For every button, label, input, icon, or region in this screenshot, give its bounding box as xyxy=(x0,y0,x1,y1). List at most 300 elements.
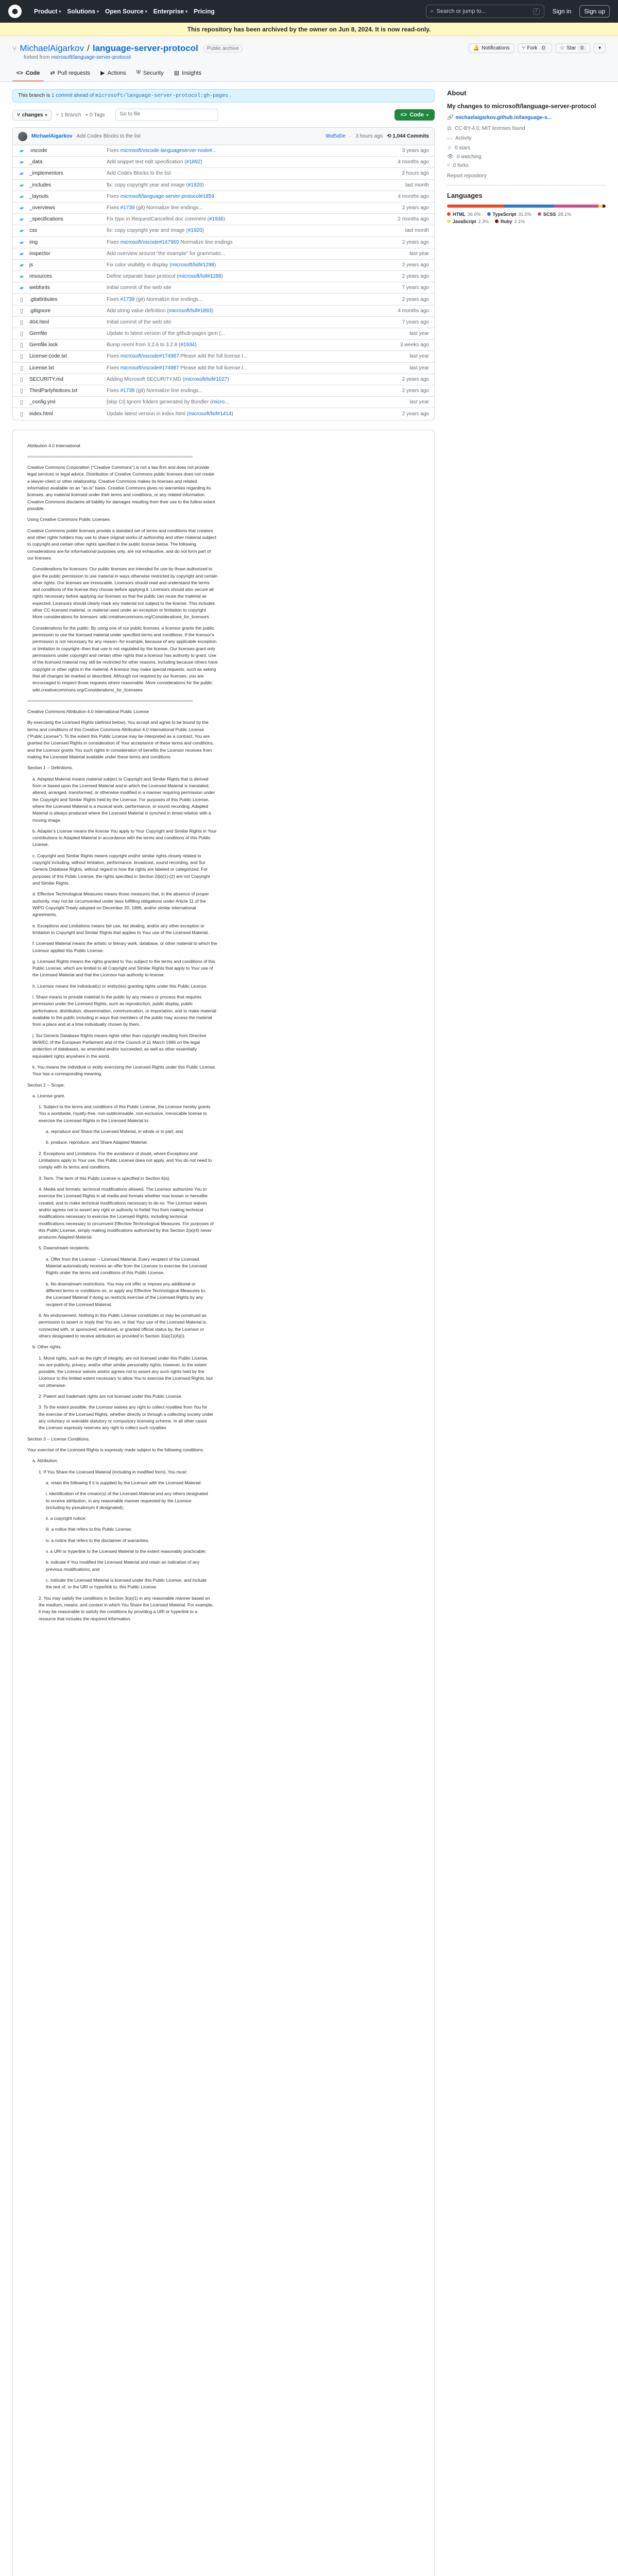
file-commit-message-text: Update to latest version of the github-pages gem (... xyxy=(107,331,226,337)
file-commit-message xyxy=(107,251,383,257)
file-commit-reference-link[interactable]: microsoft/language-server-protocol#1859 xyxy=(120,193,214,199)
forked-from xyxy=(24,55,606,60)
file-row[interactable] xyxy=(13,397,434,408)
chevron-down-icon: ▾ xyxy=(185,9,188,14)
chevron-down-icon: ▾ xyxy=(97,9,99,14)
search-icon: ⌕ xyxy=(430,8,434,14)
file-row[interactable] xyxy=(13,191,434,202)
star-icon: ☆ xyxy=(560,45,565,51)
tab-pull-requests[interactable] xyxy=(46,66,94,81)
file-commit-message-text: Fixes xyxy=(107,388,121,394)
folder-icon: ▰ xyxy=(19,205,24,212)
file-row[interactable] xyxy=(13,180,434,191)
file-commit-time: 7 years ago xyxy=(402,319,429,325)
readme-paragraph: ======================================================================= xyxy=(27,453,193,459)
file-row[interactable] xyxy=(13,374,434,385)
file-commit-reference-link[interactable]: microsoft/vscode#147960 xyxy=(120,239,179,245)
file-commit-message-text: Fixes xyxy=(107,239,121,245)
readme-paragraph: k. You means the individual or entity exercising the Licensed Rights under this Public License. Your has a corresponding meaning. xyxy=(32,1064,216,1077)
scale-icon: ⚖ xyxy=(447,125,452,131)
file-commit-reference-link[interactable]: #1920 xyxy=(187,228,202,234)
readme-paragraph: ======================================================================= xyxy=(27,698,193,703)
chevron-down-icon: ▾ xyxy=(145,9,147,14)
file-name-link[interactable]: _data xyxy=(29,159,43,165)
file-name-link[interactable]: index.html xyxy=(29,411,53,417)
file-commit-message-tail: ) xyxy=(214,262,216,268)
file-commit-message-text: Initial commit of the web site xyxy=(107,285,171,291)
chevron-down-icon: ▾ xyxy=(598,45,601,51)
file-commit-message-text: Fixes xyxy=(107,296,121,302)
file-row[interactable] xyxy=(13,214,434,225)
readme-paragraph: 1. Subject to the terms and conditions of this Public License, the Licensor hereby grants You a worldwide, royalty-free, non-sublicensable, non-exclusive, irrevocable license to exercise the Licensed Rights in the Licensed Material to: xyxy=(39,1104,211,1123)
about-item-label: 0 watching xyxy=(456,154,482,160)
readme-paragraph: 2. Exceptions and Limitations. For the avoidance of doubt, where Exceptions and Limitations apply to Your use, this Public License does not apply, and You do not need to comply with its terms and conditions. xyxy=(39,1150,212,1170)
file-name-link[interactable]: _specifications xyxy=(29,216,63,223)
branches-link[interactable]: ⑂ 1 Branch xyxy=(56,112,81,118)
readme-paragraph: c. Copyright and Similar Rights means copyright and/or similar rights closely related to copyright including, without limitation, performance, broadcast, sound recording, and Sui Generis Database Rights, without regard to how the rights are labeled or categorized. For purposes of this Public License, the rights specified in Section 2(b)(1)-(2) are not Copyright and Similar Rights. xyxy=(32,853,210,886)
language-bar-segment xyxy=(603,205,606,208)
file-commit-reference-link[interactable]: microsoft/vscode#174987 xyxy=(120,353,179,360)
file-commit-reference-link[interactable]: #1920 xyxy=(187,182,202,188)
search-shortcut-key: / xyxy=(533,8,540,15)
readme-paragraph: By exercising the Licensed Rights (defined below), You accept and agree to be bound by the terms and conditions of this Creative Commons Attribution 4.0 International Public License ("Public License"). To the extent this Public License may be interpreted as a contract, You are granted the Licensed Rights in consideration of Your acceptance of these terms and conditions, and the Licensor grants You such rights in consideration of benefits the Licensor receives from making the Licensed Material available under these terms and conditions. xyxy=(27,720,214,759)
language-name: TypeScript xyxy=(492,211,517,217)
readme-paragraph: iv. a notice that refers to the disclaimer of warranties; xyxy=(46,1537,149,1543)
file-name-link[interactable]: License-code.txt xyxy=(29,353,67,360)
file-commit-time: 7 years ago xyxy=(402,285,429,291)
avatar[interactable] xyxy=(18,132,27,141)
sign-in-link[interactable]: Sign in xyxy=(552,8,572,15)
file-name-link[interactable]: webfonts xyxy=(29,285,50,291)
tab-label: Actions xyxy=(107,70,126,76)
readme-paragraph: g. Licensed Rights means the rights granted to You subject to the terms and conditions of this Public License, which are limited to all Copyright and Similar Rights that apply to Your use of the Licensed Material and that the Licensor has authority to license. xyxy=(32,958,215,978)
repo-actions xyxy=(469,43,606,53)
branch-select-button[interactable]: ⑂ changes ▾ xyxy=(12,110,52,121)
about-item-0-forks[interactable] xyxy=(447,163,606,168)
readme-paragraph: 4. Media and formats; technical modifications allowed. The Licensor authorizes You to exercise the Licensed Rights in all media and formats whether now known or hereafter created, and to make technical modifications necessary to do so. The Licensor waives and/or agrees not to assert any right or authority to forbid You from making technical modifications necessary to exercise the Licensed Rights, including technical modifications necessary to circumvent Effective Technological Measures. For purposes of this Public License, simply making modifications authorized by this Section 2(a)(4) never produces Adapted Material. xyxy=(39,1186,214,1240)
file-row[interactable] xyxy=(13,306,434,317)
file-name-link[interactable]: _includes xyxy=(29,182,52,188)
readme-paragraph: Section 1 -- Definitions. xyxy=(27,765,73,771)
file-commit-message-text: Update latest version in index.html ( xyxy=(107,411,188,417)
chevron-down-icon: ▾ xyxy=(59,9,61,14)
file-icon: ▯ xyxy=(20,411,24,417)
tab-actions[interactable] xyxy=(96,66,130,81)
readme-paragraph: a. reproduce and Share the Licensed Material, in whole or in part; and xyxy=(46,1129,183,1134)
file-name-link[interactable]: css xyxy=(29,228,37,234)
sign-up-button[interactable]: Sign up xyxy=(579,5,610,18)
latest-commit-bar xyxy=(13,128,434,145)
language-color-dot xyxy=(447,219,451,223)
file-commit-message xyxy=(107,319,383,325)
readme-paragraph: ii. a copyright notice; xyxy=(46,1516,87,1521)
file-commit-message xyxy=(107,308,383,314)
commit-message-link[interactable]: Add Codex Blocks to the list xyxy=(76,133,141,139)
language-percent: 2.1% xyxy=(514,218,525,224)
file-commit-reference-link[interactable]: microsoft/vscode#174987 xyxy=(120,365,179,371)
about-item-label: 0 stars xyxy=(454,145,470,151)
file-commit-message-text: fix: copy copyright year and image ( xyxy=(107,228,188,234)
file-icon: ▯ xyxy=(20,399,24,406)
tab-code[interactable] xyxy=(12,66,44,81)
file-row[interactable] xyxy=(13,248,434,260)
file-commit-message xyxy=(107,365,383,371)
file-commit-message-tail: ) xyxy=(202,182,204,188)
file-commit-message xyxy=(107,216,383,222)
file-commit-reference-link[interactable]: #1936 xyxy=(209,216,224,223)
readme-paragraph: 2. Patent and trademark rights are not licensed under this Public License. xyxy=(39,1394,182,1399)
file-name-link[interactable]: .gitattributes xyxy=(29,296,58,302)
fork-button[interactable]: ⑂ Fork 0 xyxy=(518,43,553,53)
chevron-down-icon: ▾ xyxy=(426,112,428,117)
file-commit-message-text: Define separate base protocol ( xyxy=(107,274,179,280)
folder-icon: ▰ xyxy=(19,182,24,189)
file-commit-reference-link[interactable]: microsoft/lsif#1893 xyxy=(168,308,212,314)
file-icon: ▯ xyxy=(20,342,24,349)
file-icon: ▯ xyxy=(20,388,24,395)
language-item-javascript[interactable] xyxy=(447,219,489,224)
file-commit-time: 2 months ago xyxy=(398,216,429,223)
file-commit-message xyxy=(107,353,383,359)
file-commit-reference-link[interactable]: micro... xyxy=(212,399,229,405)
language-color-dot xyxy=(495,219,499,223)
language-bar-segment xyxy=(554,205,599,208)
file-name-link[interactable]: _config.yml xyxy=(29,399,56,405)
readme-paragraph: Considerations for the public: By using one of our public licenses, a licensor grants the public permission to use the licensed material under specified terms and conditions. If the licensor's permission is not necessary for any reason--for example, because of any applicable exception or limitation to copyright--then that use is not regulated by the license. Our licenses grant only permissions under copyright and certain other rights that a licensor has authority to grant. Use of the licensed material may still be restricted for other reasons, including because others have copyright or other rights in the material. A licensor may make special requests, such as asking that all changes be marked or described. Although not required by our licenses, you are encouraged to respect those requests where reasonable. More considerations for the public: wiki.creativecommons.org/Considerations_for_licensees xyxy=(32,625,218,692)
file-list xyxy=(13,145,434,420)
folder-icon: ▰ xyxy=(19,274,24,280)
github-logo-icon[interactable]: ● xyxy=(8,5,22,18)
file-row[interactable] xyxy=(13,408,434,419)
file-row[interactable] xyxy=(13,145,434,157)
language-color-dot xyxy=(447,212,451,216)
readme-paragraph: b. Other rights. xyxy=(32,1344,62,1350)
file-name-link[interactable]: _overviews xyxy=(29,205,56,211)
file-commit-message xyxy=(107,148,383,154)
file-row[interactable] xyxy=(13,157,434,168)
nav-item-label: Open Source xyxy=(105,8,144,15)
file-commit-time: last year xyxy=(409,399,429,405)
file-commit-reference-link[interactable]: #1892 xyxy=(186,159,201,165)
file-commit-time: 2 years ago xyxy=(402,274,429,280)
code-button[interactable]: <> Code ▾ xyxy=(394,109,435,121)
about-item-label: Activity xyxy=(455,135,472,141)
readme-paragraph: Creative Commons Attribution 4.0 International Public License xyxy=(27,709,149,715)
about-item-activity[interactable] xyxy=(447,134,606,142)
fork-icon: ⑂ xyxy=(447,162,450,168)
file-commit-message-tail: ) xyxy=(227,376,229,382)
file-commit-reference-link[interactable]: microsoft/lsif#1027 xyxy=(184,376,228,382)
readme-paragraph: 1. If You Share the Licensed Material (including in modified form), You must: xyxy=(39,1469,187,1475)
file-icon: ▯ xyxy=(20,353,24,360)
repo-name-link[interactable]: language-server-protocol xyxy=(92,43,198,53)
branch-icon: ⑂ xyxy=(17,112,20,118)
report-repository-link[interactable]: Report repository xyxy=(447,173,487,179)
file-commit-time: 4 months ago xyxy=(398,308,429,314)
file-commit-message xyxy=(107,399,383,405)
file-commit-reference-link[interactable]: #1739 xyxy=(120,296,135,302)
readme-paragraph: d. Effective Technological Measures means those measures that, in the absence of proper authority, may not be circumvented under laws fulfilling obligations under Article 11 of the WIPO Copyright Treaty adopted on December 20, 1996, and/or similar international agreements. xyxy=(32,891,209,918)
file-commit-time: 2 years ago xyxy=(402,239,429,245)
file-commit-message-text: Fix typo in RequestCancelled doc comment ( xyxy=(107,216,209,223)
code-icon: <> xyxy=(400,112,407,118)
file-commit-message-tail: ) xyxy=(221,274,224,280)
file-commit-reference-link[interactable]: microsoft/vscode-languageserver-node#... xyxy=(120,148,217,154)
file-name-link[interactable]: _layouts xyxy=(29,193,49,199)
readme-paragraph: i. identification of the creator(s) of the Licensed Material and any others designated to receive attribution, in any reasonable manner requested by the Licensor (including by pseudonym if designated); xyxy=(46,1491,208,1510)
folder-icon: ▰ xyxy=(19,239,24,246)
language-item-ruby[interactable] xyxy=(495,219,525,224)
file-name-link[interactable]: SECURITY.md xyxy=(29,376,63,382)
readme-paragraph: j. Sui Generis Database Rights means rights other than copyright resulting from Directive 96/9/EC of the European Parliament and of the Council of 11 March 1996 on the legal protection of databases, as amended and/or succeeded, as well as other essentially equivalent rights anywhere in the world. xyxy=(32,1032,207,1059)
tags-link[interactable]: ⌖ 0 Tags xyxy=(85,112,105,118)
file-commit-message-tail: Please add the full license t... xyxy=(179,353,248,360)
file-row[interactable] xyxy=(13,260,434,271)
file-commit-reference-link[interactable]: #1739 xyxy=(120,205,135,211)
nav-item-label: Pricing xyxy=(194,8,215,15)
file-commit-message-text: Fixes xyxy=(107,205,121,211)
file-name-link[interactable]: js xyxy=(29,262,33,268)
nav-item-product[interactable] xyxy=(31,8,64,15)
commit-hash-link[interactable]: 9bd5d0e xyxy=(325,133,346,139)
readme-paragraph: a. Adapted Material means material subject to Copyright and Similar Rights that is derived from or based upon the Licensed Material and in which the Licensed Material is translated, altered, arranged, transformed, or otherwise modified in a manner requiring permission under the Copyright and Similar Rights held by the Licensor. For purposes of this Public License, where the Licensed Material is a musical work, performance, or sound recording, Adapted Material is always produced where the Licensed Material is synched in timed relation with a moving image. xyxy=(32,776,215,823)
language-bar-segment xyxy=(447,205,504,208)
about-item-cc-by-4-0-mit-licenses-found[interactable] xyxy=(447,126,606,131)
file-name-link[interactable]: Gemfile.lock xyxy=(29,342,58,348)
star-dropdown-button[interactable] xyxy=(594,43,606,53)
file-name-link[interactable]: License.txt xyxy=(29,365,54,371)
chevron-down-icon: ▾ xyxy=(45,112,47,117)
star-count: 0 xyxy=(578,45,586,51)
file-icon: ▯ xyxy=(20,319,24,326)
readme-paragraph: Considerations for licensors: Our public licenses are intended for use by those authorized to give the public permission to use material in ways otherwise restricted by copyright and certain other rights. Our licenses are irrevocable. Licensors should read and understand the terms and conditions of the license they choose before applying it. Licensors should also secure all rights necessary before applying our licenses so that the public can reuse the material as expected. Licensors should clearly mark any material not subject to the license. This includes other CC-licensed material, or material used under an exception or limitation to copyright. More considerations for licensors: wiki.creativecommons.org/Considerations_for_licensors xyxy=(32,566,218,620)
file-commit-time: 2 years ago xyxy=(402,262,429,268)
folder-icon: ▰ xyxy=(19,171,24,177)
tag-icon: ⌖ xyxy=(85,112,89,118)
notifications-button[interactable]: 🔔 Notifications xyxy=(469,43,514,53)
file-row[interactable] xyxy=(13,202,434,214)
nav-item-solutions[interactable] xyxy=(64,8,102,15)
language-percent: 28.1% xyxy=(558,211,571,217)
file-row[interactable] xyxy=(13,168,434,179)
website-link[interactable]: 🔗 michaelaigarkov.github.io/language-s... xyxy=(447,114,552,121)
file-commit-message-tail: ) xyxy=(202,228,204,234)
readme-paragraph: 3. To the extent possible, the Licensor waives any right to collect royalties from You for the exercise of the Licensed Rights, whether directly or through a collecting society under any voluntary or waivable statutory or compulsory licensing scheme. In all other cases the Licensor expressly reserves any right to collect such royalties. xyxy=(39,1404,214,1431)
file-name-link[interactable]: ThirdPartyNotices.txt xyxy=(29,388,77,394)
file-commit-message xyxy=(107,342,383,348)
file-commit-time: 2 years ago xyxy=(402,296,429,302)
global-nav xyxy=(31,8,218,15)
star-icon: ☆ xyxy=(447,145,452,151)
branch-status-banner: This branch is 1 commit ahead of microsoft/language-server-protocol:gh-pages . xyxy=(12,89,435,103)
file-commit-time: last month xyxy=(405,182,429,188)
file-name-link[interactable]: inspector xyxy=(29,250,50,257)
forked-from-link[interactable]: microsoft/language-server-protocol xyxy=(51,55,131,60)
file-row[interactable] xyxy=(13,237,434,248)
file-icon: ▯ xyxy=(20,331,24,337)
file-row[interactable] xyxy=(13,282,434,294)
file-commit-time: 2 years ago xyxy=(402,205,429,211)
file-row[interactable] xyxy=(13,294,434,305)
nav-item-pricing[interactable] xyxy=(191,8,218,15)
branch-icon: ⑂ xyxy=(56,112,59,118)
file-commit-message-tail: (git) Normalize line endings... xyxy=(134,296,203,302)
file-name-link[interactable]: Gemfile xyxy=(29,331,47,337)
readme-paragraph: 6. No endorsement. Nothing in this Public License constitutes or may be construed as permission to assert or imply that You are, or that Your use of the Licensed Material is, connected with, or sponsored, endorsed, or granted official status by, the Licensor or others designated to receive attribution as provided in Section 3(a)(1)(A)(i). xyxy=(39,1312,208,1338)
file-commit-time: 3 weeks ago xyxy=(400,342,429,348)
file-row[interactable] xyxy=(13,385,434,397)
file-commit-message-tail: (git) Normalize line endings... xyxy=(134,388,203,394)
file-commit-message xyxy=(107,228,383,233)
language-percent: 2.3% xyxy=(478,218,489,224)
file-commit-reference-link[interactable]: #1934 xyxy=(180,342,195,348)
file-row[interactable] xyxy=(13,328,434,340)
repo-tabs xyxy=(12,66,606,81)
folder-icon: ▰ xyxy=(19,228,24,234)
nav-item-open-source[interactable] xyxy=(102,8,150,15)
nav-item-enterprise[interactable] xyxy=(150,8,191,15)
languages-section xyxy=(447,192,606,224)
language-color-dot xyxy=(487,212,491,216)
go-to-file-input[interactable]: Go to file xyxy=(115,109,218,121)
readme-paragraph: Creative Commons Corporation ("Creative Commons") is not a law firm and does not provide legal services or legal advice. Distribution of Creative Commons public licenses does not create a lawyer-client or other relationship. Creative Commons makes its licenses and related information available on an "as-is" basis. Creative Commons gives no warranties regarding its licenses, any material licensed under their terms and conditions, or any related information. Creative Commons disclaims all liability for damages resulting from their use to the fullest extent possible. xyxy=(27,465,215,511)
shield-icon: ⛨ xyxy=(136,70,141,76)
file-commit-message xyxy=(107,205,383,211)
folder-icon: ▰ xyxy=(19,216,24,223)
languages-heading: Languages xyxy=(447,191,483,199)
file-commit-message-text: Fixes xyxy=(107,365,121,371)
file-name-link[interactable]: _implementors xyxy=(29,171,63,177)
about-item-0-watching[interactable] xyxy=(447,154,606,160)
file-commit-message xyxy=(107,297,383,302)
readme-paragraph: Creative Commons public licenses provide a standard set of terms and conditions that creators and other rights holders may use to share original works of authorship and other material subject to copyright and certain other rights specified in the public license below. The following considerations are for informational purposes only, are not exhaustive, and do not form part of our licenses. xyxy=(27,528,216,561)
file-row[interactable] xyxy=(13,340,434,351)
readme-paragraph: Your exercise of the Licensed Rights is expressly made subject to the following conditions. xyxy=(27,1447,204,1452)
repo-owner-link[interactable]: MichaelAigarkov xyxy=(20,43,84,53)
nav-item-label: Solutions xyxy=(67,8,96,15)
tab-security[interactable] xyxy=(132,66,168,81)
tab-label: Code xyxy=(25,70,40,76)
file-commit-message-text: Add string value definition ( xyxy=(107,308,169,314)
folder-icon: ▰ xyxy=(19,262,24,268)
file-name-link[interactable]: img xyxy=(29,239,38,245)
file-commit-message xyxy=(107,388,383,394)
main-content xyxy=(0,82,618,2576)
repo-description: My changes to microsoft/language-server-protocol xyxy=(447,103,596,110)
graph-icon: ▤ xyxy=(174,70,180,76)
file-commit-message-text: Fixes xyxy=(107,148,121,154)
file-commit-message xyxy=(107,377,383,382)
visibility-badge: Public archive xyxy=(203,45,243,53)
readme-paragraph: Using Creative Commons Public Licenses xyxy=(27,517,110,522)
file-icon: ▯ xyxy=(20,365,24,371)
readme-paragraph: iii. a notice that refers to this Public License; xyxy=(46,1527,132,1532)
file-commit-time: 2 years ago xyxy=(402,388,429,394)
star-button[interactable]: ☆ Star 0 xyxy=(555,43,591,53)
file-commit-message-text: Adding Microsoft SECURITY.MD ( xyxy=(107,376,184,382)
file-commit-time: 2 years ago xyxy=(402,411,429,417)
readme-paragraph: 3. Term. The term of this Public License is specified in Section 6(a). xyxy=(39,1175,170,1181)
fork-icon: ⑂ xyxy=(522,45,525,51)
file-commit-reference-link[interactable]: microsoft/lsif#1414 xyxy=(188,411,232,417)
languages-bar xyxy=(447,205,606,208)
search-input[interactable]: ⌕ Search or jump to... / xyxy=(426,5,544,18)
commit-meta xyxy=(325,133,429,139)
file-commit-message xyxy=(107,285,383,291)
file-commit-message-tail: Normalize line endings xyxy=(179,239,233,245)
file-name-link[interactable]: .vscode xyxy=(29,148,47,154)
file-name-link[interactable]: .gitignore xyxy=(29,308,51,314)
repo-fork-icon: ⑂ xyxy=(12,44,17,53)
eye-icon: 👁 xyxy=(447,154,454,160)
history-icon: ⟲ xyxy=(387,133,393,139)
about-item-0-stars[interactable] xyxy=(447,145,606,151)
file-commit-message-text: Add overview around "the example" for grammatic... xyxy=(107,250,226,257)
file-commit-message-text: Bump rexml from 3.2.6 to 3.2.8 ( xyxy=(107,342,181,348)
file-commit-message xyxy=(107,331,383,336)
commit-author-link[interactable]: MichaelAigarkov xyxy=(31,133,73,139)
file-commit-message-tail: (git) Normalize line endings... xyxy=(134,205,203,211)
file-row[interactable] xyxy=(13,225,434,236)
file-commit-message-text: fix: copy copyright year and image ( xyxy=(107,182,188,188)
language-item-scss[interactable] xyxy=(538,212,571,217)
readme-paragraph: 1. Moral rights, such as the right of integrity, are not licensed under this Public License, nor are publicity, privacy, and/or other similar personality rights; however, to the extent possible, the Licensor waives and/or agrees not to assert any such rights held by the Licensor to the limited extent necessary to allow You to exercise the Licensed Rights, but not otherwise. xyxy=(39,1355,213,1388)
file-commit-reference-link[interactable]: microsoft/lsif#1298 xyxy=(171,262,214,268)
tab-insights[interactable] xyxy=(170,66,205,81)
file-commit-message-text: Fix color visibility in display ( xyxy=(107,262,171,268)
file-commit-message xyxy=(107,159,383,165)
file-commit-reference-link[interactable]: #1739 xyxy=(120,388,135,394)
language-percent: 31.5% xyxy=(518,211,531,217)
commits-ahead-link[interactable]: 1 commit ahead of xyxy=(52,93,94,98)
file-commit-message xyxy=(107,262,383,268)
languages-list xyxy=(447,212,606,224)
file-commit-time: last year xyxy=(409,250,429,257)
folder-icon: ▰ xyxy=(19,250,24,257)
language-item-html[interactable] xyxy=(447,212,481,217)
file-row[interactable] xyxy=(13,271,434,282)
archived-banner: This repository has been archived by the owner on Jun 8, 2024. It is now read-only. xyxy=(0,23,618,36)
language-item-typescript[interactable] xyxy=(487,212,531,217)
about-heading: About xyxy=(447,89,467,97)
file-row[interactable] xyxy=(13,317,434,328)
bell-icon: 🔔 xyxy=(473,45,480,51)
file-icon: ▯ xyxy=(20,308,24,314)
about-item-label: CC-BY-4.0, MIT licenses found xyxy=(454,125,525,131)
file-commit-time: 4 months ago xyxy=(398,159,429,165)
file-commit-message-tail: Please add the full license t... xyxy=(179,365,248,371)
commit-history-link[interactable]: ⟲ 1,044 Commits xyxy=(387,133,429,139)
file-commit-message xyxy=(107,274,383,279)
readme-paragraph: Section 2 -- Scope. xyxy=(27,1082,65,1088)
file-row[interactable] xyxy=(13,363,434,374)
file-commit-message xyxy=(107,240,383,245)
language-color-dot xyxy=(538,212,541,216)
file-commit-time: last year xyxy=(409,331,429,337)
language-name: SCSS xyxy=(543,211,556,217)
file-commit-reference-link[interactable]: microsoft/lsif#1288 xyxy=(178,274,221,280)
file-row[interactable] xyxy=(13,351,434,362)
language-name: HTML xyxy=(453,211,466,217)
file-commit-message xyxy=(107,182,383,188)
file-name-link[interactable]: 404.html xyxy=(29,319,49,325)
readme-paragraph: a. License grant. xyxy=(32,1093,65,1098)
file-name-link[interactable]: resources xyxy=(29,274,52,280)
language-percent: 36.0% xyxy=(468,211,481,217)
repo-main-column xyxy=(12,89,435,2576)
tab-label: Insights xyxy=(182,70,202,76)
repo-sidebar xyxy=(447,89,606,2576)
